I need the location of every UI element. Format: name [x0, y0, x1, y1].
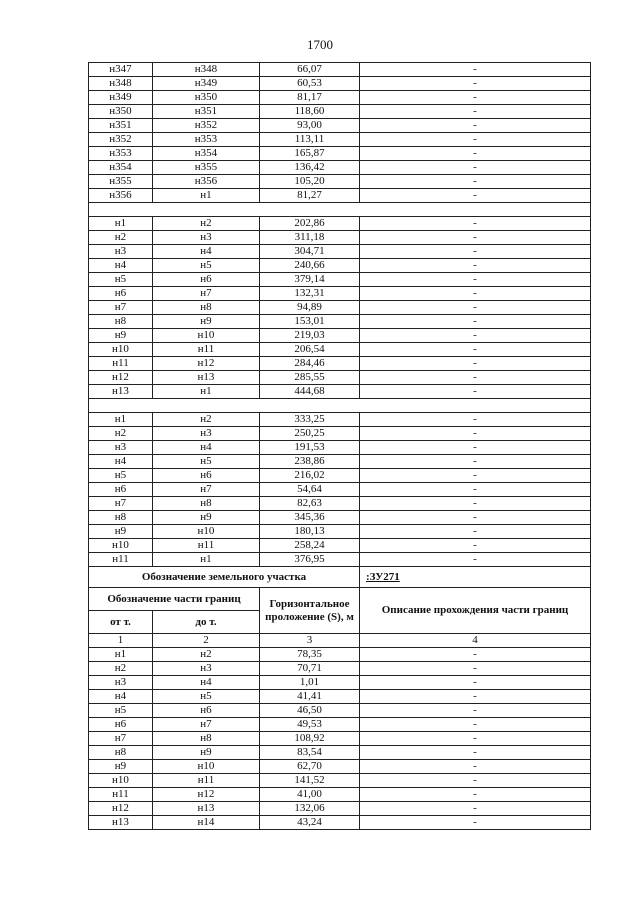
- table-cell: 1,01: [260, 676, 360, 690]
- plot-header: [89, 567, 591, 648]
- table-cell: 311,18: [260, 231, 360, 245]
- table-cell: -: [360, 788, 591, 802]
- table-cell: -: [360, 511, 591, 525]
- table-cell: н352: [89, 133, 153, 147]
- table-cell: 81,17: [260, 91, 360, 105]
- table-cell: -: [360, 455, 591, 469]
- table-cell: н6: [153, 704, 260, 718]
- table-cell: н10: [89, 343, 153, 357]
- table-cell: н3: [153, 231, 260, 245]
- table-cell: н13: [153, 371, 260, 385]
- header-num-2: 2: [153, 634, 260, 648]
- table-cell: 93,00: [260, 119, 360, 133]
- table-row: [89, 161, 591, 175]
- table-cell: н5: [89, 273, 153, 287]
- table-row: [89, 315, 591, 329]
- plot-value: :ЗУ271: [360, 567, 591, 588]
- table-cell: н11: [89, 553, 153, 567]
- table-cell: 82,63: [260, 497, 360, 511]
- table-cell: -: [360, 315, 591, 329]
- table-cell: н4: [153, 245, 260, 259]
- table-cell: н356: [89, 189, 153, 203]
- table-cell: н6: [89, 287, 153, 301]
- table-cell: н10: [89, 539, 153, 553]
- table-cell: н9: [153, 746, 260, 760]
- table-cell: н12: [153, 357, 260, 371]
- table-row: [89, 525, 591, 539]
- table-cell: н6: [89, 483, 153, 497]
- table-row: [89, 371, 591, 385]
- table-cell: -: [360, 119, 591, 133]
- table-cell: 376,95: [260, 553, 360, 567]
- table-cell: н2: [89, 662, 153, 676]
- table-cell: -: [360, 63, 591, 77]
- table-cell: 60,53: [260, 77, 360, 91]
- table-cell: н9: [153, 511, 260, 525]
- table-cell: н4: [89, 259, 153, 273]
- table-cell: н2: [153, 648, 260, 662]
- table-row: [89, 802, 591, 816]
- table-cell: н10: [153, 329, 260, 343]
- table-cell: 94,89: [260, 301, 360, 315]
- table-cell: н349: [89, 91, 153, 105]
- table-row: [89, 91, 591, 105]
- table-cell: н7: [89, 497, 153, 511]
- table-row: [89, 441, 591, 455]
- table-cell: 41,00: [260, 788, 360, 802]
- table-cell: н348: [153, 63, 260, 77]
- table-cell: -: [360, 732, 591, 746]
- table-cell: н9: [153, 315, 260, 329]
- table-cell: н7: [153, 483, 260, 497]
- table-cell: 54,64: [260, 483, 360, 497]
- table-cell: н352: [153, 119, 260, 133]
- table-cell: -: [360, 343, 591, 357]
- table-cell: 49,53: [260, 718, 360, 732]
- table-cell: -: [360, 147, 591, 161]
- table-cell: н354: [153, 147, 260, 161]
- table-row: [89, 245, 591, 259]
- table-cell: -: [360, 497, 591, 511]
- table-cell: н5: [153, 259, 260, 273]
- table-cell: н6: [89, 718, 153, 732]
- table-cell: 153,01: [260, 315, 360, 329]
- table-row: [89, 788, 591, 802]
- table-row: [89, 189, 591, 203]
- table-cell: 304,71: [260, 245, 360, 259]
- table-row: [89, 301, 591, 315]
- table-cell: 345,36: [260, 511, 360, 525]
- table-cell: 284,46: [260, 357, 360, 371]
- table-cell: н347: [89, 63, 153, 77]
- table-cell: н10: [153, 525, 260, 539]
- table-cell: -: [360, 259, 591, 273]
- table-row: [89, 287, 591, 301]
- table-cell: н1: [89, 217, 153, 231]
- table-row: [89, 385, 591, 399]
- table-cell: -: [360, 413, 591, 427]
- table-cell: н5: [153, 690, 260, 704]
- table-cell: н356: [153, 175, 260, 189]
- plot-label: Обозначение земельного участка: [89, 567, 360, 588]
- table-cell: н1: [153, 553, 260, 567]
- table-cell: -: [360, 245, 591, 259]
- table-row: [89, 119, 591, 133]
- table-cell: -: [360, 718, 591, 732]
- table-cell: -: [360, 357, 591, 371]
- table-cell: н1: [153, 189, 260, 203]
- table-row: [89, 690, 591, 704]
- table-cell: -: [360, 441, 591, 455]
- section-b: [89, 217, 591, 399]
- table-cell: н4: [153, 676, 260, 690]
- table-row: [89, 105, 591, 119]
- table-cell: 132,31: [260, 287, 360, 301]
- table-cell: -: [360, 760, 591, 774]
- table-row: [89, 553, 591, 567]
- table-cell: н11: [153, 774, 260, 788]
- table-cell: 285,55: [260, 371, 360, 385]
- table-cell: 165,87: [260, 147, 360, 161]
- table-cell: 240,66: [260, 259, 360, 273]
- table-row: [89, 662, 591, 676]
- table-cell: н348: [89, 77, 153, 91]
- header-num-1: 1: [89, 634, 153, 648]
- table-cell: н13: [153, 802, 260, 816]
- table-cell: н4: [89, 455, 153, 469]
- section-a: [89, 63, 591, 203]
- table-cell: -: [360, 217, 591, 231]
- header-part: Обозначение части границ: [89, 588, 260, 611]
- table-cell: н4: [153, 441, 260, 455]
- table-cell: н6: [153, 273, 260, 287]
- section-c: [89, 413, 591, 567]
- table-cell: н11: [89, 357, 153, 371]
- table-cell: н8: [153, 497, 260, 511]
- table-cell: 113,11: [260, 133, 360, 147]
- table-cell: н3: [89, 676, 153, 690]
- table-cell: н11: [89, 788, 153, 802]
- table-cell: н353: [89, 147, 153, 161]
- table-row: [89, 816, 591, 830]
- table-cell: -: [360, 662, 591, 676]
- table-cell: -: [360, 385, 591, 399]
- table-cell: н7: [153, 287, 260, 301]
- table-cell: н9: [89, 760, 153, 774]
- table-cell: 219,03: [260, 329, 360, 343]
- table-cell: 379,14: [260, 273, 360, 287]
- table-cell: -: [360, 231, 591, 245]
- table-cell: н3: [89, 245, 153, 259]
- table-cell: 70,71: [260, 662, 360, 676]
- separator-1: [89, 203, 591, 217]
- table-row: [89, 774, 591, 788]
- table-row: [89, 732, 591, 746]
- table-cell: н351: [89, 119, 153, 133]
- table-cell: н2: [89, 427, 153, 441]
- table-cell: -: [360, 287, 591, 301]
- table-cell: н3: [89, 441, 153, 455]
- table-row: [89, 175, 591, 189]
- table-cell: 108,92: [260, 732, 360, 746]
- table-cell: н7: [89, 732, 153, 746]
- table-cell: 78,35: [260, 648, 360, 662]
- table-row: [89, 483, 591, 497]
- table-cell: -: [360, 427, 591, 441]
- table-cell: -: [360, 774, 591, 788]
- table-cell: -: [360, 525, 591, 539]
- table-cell: 250,25: [260, 427, 360, 441]
- table-cell: н8: [153, 732, 260, 746]
- table-cell: -: [360, 648, 591, 662]
- table-cell: -: [360, 469, 591, 483]
- table-row: [89, 427, 591, 441]
- table-row: [89, 231, 591, 245]
- table-row: [89, 259, 591, 273]
- table-row: [89, 760, 591, 774]
- table-cell: н354: [89, 161, 153, 175]
- table-cell: -: [360, 105, 591, 119]
- header-from: от т.: [89, 611, 153, 634]
- table-cell: н12: [89, 802, 153, 816]
- table-cell: н7: [89, 301, 153, 315]
- table-cell: н11: [153, 539, 260, 553]
- table-row: [89, 704, 591, 718]
- table-cell: 191,53: [260, 441, 360, 455]
- table-cell: н2: [153, 217, 260, 231]
- table-cell: 46,50: [260, 704, 360, 718]
- table-row: [89, 217, 591, 231]
- table-cell: н3: [153, 427, 260, 441]
- table-row: [89, 63, 591, 77]
- table-cell: н5: [153, 455, 260, 469]
- table-cell: н10: [89, 774, 153, 788]
- table-row: [89, 676, 591, 690]
- table-cell: н4: [89, 690, 153, 704]
- table-cell: -: [360, 77, 591, 91]
- header-num-4: 4: [360, 634, 591, 648]
- table-row: [89, 648, 591, 662]
- table-cell: -: [360, 802, 591, 816]
- table-row: [89, 469, 591, 483]
- table-cell: 43,24: [260, 816, 360, 830]
- table-cell: 206,54: [260, 343, 360, 357]
- table-row: [89, 343, 591, 357]
- table-cell: -: [360, 676, 591, 690]
- table-cell: н13: [89, 816, 153, 830]
- table-cell: н350: [153, 91, 260, 105]
- table-row: [89, 497, 591, 511]
- table-cell: -: [360, 483, 591, 497]
- table-row: [89, 413, 591, 427]
- table-cell: н5: [89, 469, 153, 483]
- table-cell: -: [360, 91, 591, 105]
- table-cell: 41,41: [260, 690, 360, 704]
- table-cell: -: [360, 539, 591, 553]
- table-cell: н12: [153, 788, 260, 802]
- header-horizontal: Горизонтальное проложение (S), м: [260, 588, 360, 634]
- table-cell: н1: [153, 385, 260, 399]
- table-cell: 444,68: [260, 385, 360, 399]
- table-cell: н355: [153, 161, 260, 175]
- table-cell: -: [360, 816, 591, 830]
- table-cell: н13: [89, 385, 153, 399]
- page-number: 1700: [307, 37, 333, 52]
- table-cell: н9: [89, 329, 153, 343]
- table-cell: 105,20: [260, 175, 360, 189]
- table-cell: -: [360, 553, 591, 567]
- table-cell: н5: [89, 704, 153, 718]
- separator-2: [89, 399, 591, 413]
- table-cell: 333,25: [260, 413, 360, 427]
- table-cell: -: [360, 273, 591, 287]
- table-row: [89, 718, 591, 732]
- table-row: [89, 77, 591, 91]
- table-row: [89, 511, 591, 525]
- table-cell: -: [360, 175, 591, 189]
- table-row: [89, 539, 591, 553]
- table-cell: н11: [153, 343, 260, 357]
- table-cell: 202,86: [260, 217, 360, 231]
- table-cell: -: [360, 746, 591, 760]
- table-cell: н349: [153, 77, 260, 91]
- table-row: [89, 329, 591, 343]
- table-cell: -: [360, 329, 591, 343]
- table-cell: н2: [153, 413, 260, 427]
- table-cell: -: [360, 133, 591, 147]
- table-cell: н9: [89, 525, 153, 539]
- table-cell: 118,60: [260, 105, 360, 119]
- table-cell: н12: [89, 371, 153, 385]
- table-cell: н3: [153, 662, 260, 676]
- table-cell: -: [360, 161, 591, 175]
- table-cell: н350: [89, 105, 153, 119]
- header-description: Описание прохождения части границ: [360, 588, 591, 634]
- table-cell: 81,27: [260, 189, 360, 203]
- table-cell: 136,42: [260, 161, 360, 175]
- table-cell: н351: [153, 105, 260, 119]
- header-to: до т.: [153, 611, 260, 634]
- table-cell: -: [360, 301, 591, 315]
- table-cell: н8: [153, 301, 260, 315]
- table-cell: н14: [153, 816, 260, 830]
- boundary-table: [88, 62, 591, 830]
- table-cell: н10: [153, 760, 260, 774]
- table-row: [89, 273, 591, 287]
- table-cell: 62,70: [260, 760, 360, 774]
- table-cell: н6: [153, 469, 260, 483]
- table-cell: 83,54: [260, 746, 360, 760]
- table-cell: -: [360, 704, 591, 718]
- table-cell: 238,86: [260, 455, 360, 469]
- table-cell: 141,52: [260, 774, 360, 788]
- table-cell: 258,24: [260, 539, 360, 553]
- table-row: [89, 357, 591, 371]
- table-row: [89, 133, 591, 147]
- table-cell: 180,13: [260, 525, 360, 539]
- table-cell: -: [360, 690, 591, 704]
- table-cell: -: [360, 189, 591, 203]
- table-cell: н355: [89, 175, 153, 189]
- table-row: [89, 746, 591, 760]
- table-cell: 66,07: [260, 63, 360, 77]
- table-cell: -: [360, 371, 591, 385]
- table-cell: н1: [89, 648, 153, 662]
- table-cell: н7: [153, 718, 260, 732]
- table-cell: н2: [89, 231, 153, 245]
- table-cell: н8: [89, 746, 153, 760]
- table-row: [89, 147, 591, 161]
- table-cell: н8: [89, 511, 153, 525]
- table-cell: н1: [89, 413, 153, 427]
- table-cell: н353: [153, 133, 260, 147]
- table-cell: 132,06: [260, 802, 360, 816]
- section-d: [89, 648, 591, 830]
- table-row: [89, 455, 591, 469]
- header-num-3: 3: [260, 634, 360, 648]
- table-cell: 216,02: [260, 469, 360, 483]
- table-cell: н8: [89, 315, 153, 329]
